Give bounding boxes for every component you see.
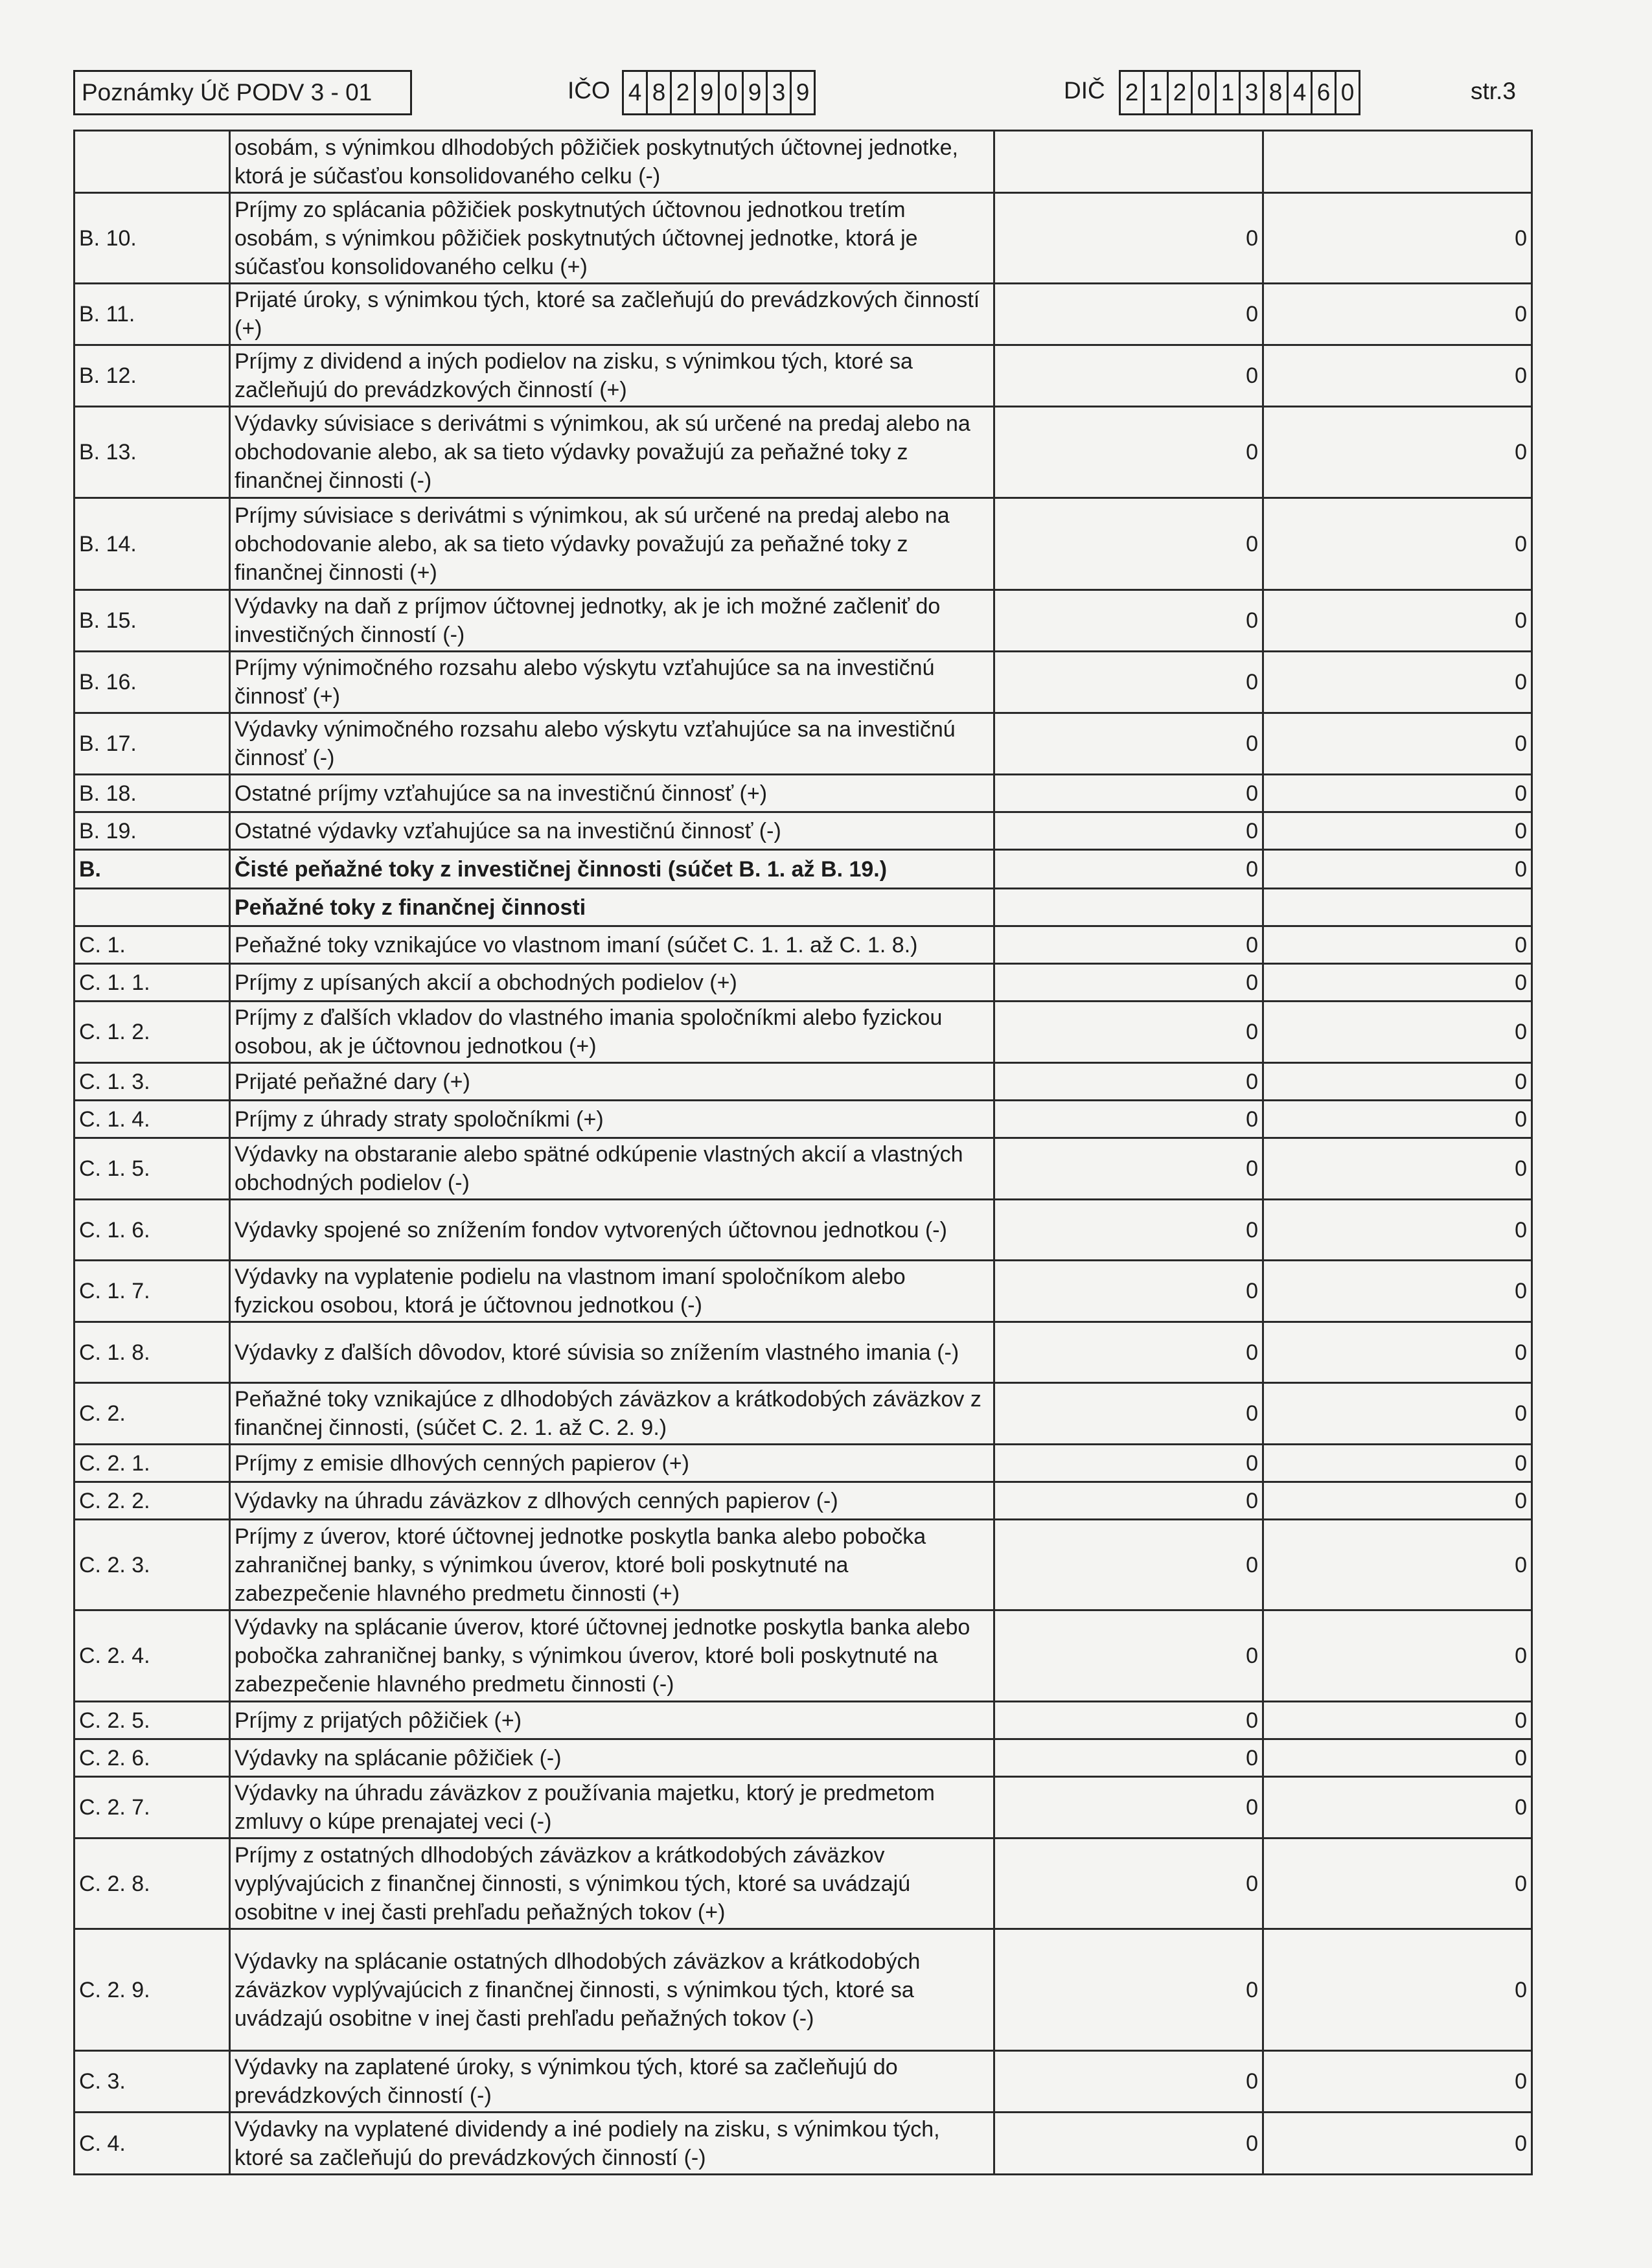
table-row bbox=[75, 964, 1532, 1002]
table-row bbox=[75, 284, 1532, 345]
table-row bbox=[75, 498, 1532, 590]
row-description: Výdavky na vyplatené dividendy a iné podiely na zisku, s výnimkou tých, ktoré sa začleňujú do prevádzkových činností (-) bbox=[230, 2113, 994, 2175]
row-description: Čisté peňažné toky z investičnej činnosti (súčet B. 1. až B. 19.) bbox=[230, 850, 994, 889]
row-value-previous: 0 bbox=[1263, 1063, 1532, 1101]
row-code: B. 17. bbox=[75, 713, 230, 775]
row-description: Peňažné toky vznikajúce vo vlastnom imaní (súčet C. 1. 1. až C. 1. 8.) bbox=[230, 926, 994, 964]
row-description: Výdavky spojené so znížením fondov vytvorených účtovnou jednotkou (-) bbox=[230, 1200, 994, 1261]
row-description: Prijaté peňažné dary (+) bbox=[230, 1063, 994, 1101]
row-value-current: 0 bbox=[994, 926, 1263, 964]
row-value-current: 0 bbox=[994, 1383, 1263, 1445]
table-row bbox=[75, 713, 1532, 775]
row-description: Výdavky súvisiace s derivátmi s výnimkou, ak sú určené na predaj alebo na obchodovanie alebo, ak sa tieto výdavky považujú za peňažné toky z finančnej činnosti (-) bbox=[230, 407, 994, 498]
row-code: C. 2. 9. bbox=[75, 1929, 230, 2051]
row-description: Príjmy z upísaných akcií a obchodných podielov (+) bbox=[230, 964, 994, 1002]
row-code: C. 2. 4. bbox=[75, 1610, 230, 1702]
table-row bbox=[75, 131, 1532, 193]
row-value-previous: 0 bbox=[1263, 1383, 1532, 1445]
row-description: Výdavky na obstaranie alebo spätné odkúpenie vlastných akcií a vlastných obchodných podielov (-) bbox=[230, 1138, 994, 1200]
row-value-previous: 0 bbox=[1263, 1445, 1532, 1482]
row-code: B. 15. bbox=[75, 590, 230, 652]
table-row bbox=[75, 775, 1532, 812]
table-row bbox=[75, 1929, 1532, 2051]
row-description: Príjmy z emisie dlhových cenných papierov (+) bbox=[230, 1445, 994, 1482]
table-row bbox=[75, 1261, 1532, 1322]
row-description: Výdavky na vyplatenie podielu na vlastnom imaní spoločníkom alebo fyzickou osobou, ktorá je účtovnou jednotkou (-) bbox=[230, 1261, 994, 1322]
table-row bbox=[75, 1138, 1532, 1200]
row-value-previous: 0 bbox=[1263, 1929, 1532, 2051]
row-value-previous: 0 bbox=[1263, 1322, 1532, 1383]
ico-digit: 2 bbox=[670, 70, 696, 115]
row-value-current: 0 bbox=[994, 590, 1263, 652]
row-value-previous: 0 bbox=[1263, 850, 1532, 889]
row-value-previous: 0 bbox=[1263, 1610, 1532, 1702]
row-description: Výdavky na splácanie pôžičiek (-) bbox=[230, 1739, 994, 1777]
row-value-current: 0 bbox=[994, 193, 1263, 284]
row-description: Výdavky na úhradu záväzkov z používania majetku, ktorý je predmetom zmluvy o kúpe prenajatej veci (-) bbox=[230, 1777, 994, 1838]
table-row bbox=[75, 345, 1532, 407]
ico-digit: 4 bbox=[622, 70, 648, 115]
row-description: Výdavky z ďalších dôvodov, ktoré súvisia so znížením vlastného imania (-) bbox=[230, 1322, 994, 1383]
row-description: Prijaté úroky, s výnimkou tých, ktoré sa začleňujú do prevádzkových činností (+) bbox=[230, 284, 994, 345]
table-row bbox=[75, 850, 1532, 889]
row-value-current: 0 bbox=[994, 498, 1263, 590]
row-code: B. 19. bbox=[75, 812, 230, 850]
row-value-current: 0 bbox=[994, 1482, 1263, 1520]
ico-label: IČO bbox=[568, 77, 610, 104]
row-description: osobám, s výnimkou dlhodobých pôžičiek poskytnutých účtovnej jednotke, ktorá je súčasťou konsolidovaného celku (-) bbox=[230, 131, 994, 193]
table-row bbox=[75, 926, 1532, 964]
row-code: C. 4. bbox=[75, 2113, 230, 2175]
row-value-current: 0 bbox=[994, 1777, 1263, 1838]
row-code: C. 1. 3. bbox=[75, 1063, 230, 1101]
table-row bbox=[75, 1200, 1532, 1261]
row-code: C. 2. 8. bbox=[75, 1838, 230, 1929]
row-value-current: 0 bbox=[994, 850, 1263, 889]
table-row bbox=[75, 1002, 1532, 1063]
row-value-current bbox=[994, 131, 1263, 193]
table-row bbox=[75, 2051, 1532, 2113]
dic-digit: 0 bbox=[1335, 70, 1360, 115]
row-value-previous: 0 bbox=[1263, 964, 1532, 1002]
row-value-previous: 0 bbox=[1263, 2113, 1532, 2175]
row-value-current: 0 bbox=[994, 1261, 1263, 1322]
dic-digit: 2 bbox=[1119, 70, 1145, 115]
row-description: Príjmy z dividend a iných podielov na zisku, s výnimkou tých, ktoré sa začleňujú do prevádzkových činností (+) bbox=[230, 345, 994, 407]
dic-digit: 1 bbox=[1215, 70, 1241, 115]
row-value-previous: 0 bbox=[1263, 812, 1532, 850]
table-row bbox=[75, 590, 1532, 652]
dic-digit: 3 bbox=[1239, 70, 1265, 115]
row-value-current bbox=[994, 889, 1263, 926]
ico-digit: 9 bbox=[790, 70, 816, 115]
row-value-current: 0 bbox=[994, 812, 1263, 850]
row-value-current: 0 bbox=[994, 407, 1263, 498]
row-value-previous: 0 bbox=[1263, 1702, 1532, 1739]
row-value-current: 0 bbox=[994, 1838, 1263, 1929]
table-row bbox=[75, 1610, 1532, 1702]
row-value-previous: 0 bbox=[1263, 1200, 1532, 1261]
row-value-previous: 0 bbox=[1263, 1482, 1532, 1520]
dic-digit: 6 bbox=[1311, 70, 1337, 115]
row-value-current: 0 bbox=[994, 345, 1263, 407]
ico-digit: 9 bbox=[742, 70, 768, 115]
dic-digit: 1 bbox=[1143, 70, 1169, 115]
row-value-current: 0 bbox=[994, 2113, 1263, 2175]
row-description: Peňažné toky vznikajúce z dlhodobých záväzkov a krátkodobých záväzkov z finančnej činnosti, (súčet C. 2. 1. až C. 2. 9.) bbox=[230, 1383, 994, 1445]
row-value-current: 0 bbox=[994, 652, 1263, 713]
table-row bbox=[75, 1739, 1532, 1777]
row-code bbox=[75, 131, 230, 193]
row-value-current: 0 bbox=[994, 1138, 1263, 1200]
row-description: Príjmy z úverov, ktoré účtovnej jednotke poskytla banka alebo pobočka zahraničnej banky, s výnimkou úverov, ktoré boli poskytnuté na zabezpečenie hlavného predmetu činnosti (+) bbox=[230, 1520, 994, 1610]
row-code: B. 16. bbox=[75, 652, 230, 713]
row-code: C. 2. 5. bbox=[75, 1702, 230, 1739]
row-value-previous: 0 bbox=[1263, 1101, 1532, 1138]
table-row bbox=[75, 1777, 1532, 1838]
row-value-current: 0 bbox=[994, 1101, 1263, 1138]
row-code: B. bbox=[75, 850, 230, 889]
ico-digit: 3 bbox=[766, 70, 792, 115]
row-description: Príjmy z ďalších vkladov do vlastného imania spoločníkmi alebo fyzickou osobou, ak je účtovnou jednotkou (+) bbox=[230, 1002, 994, 1063]
row-value-current: 0 bbox=[994, 1445, 1263, 1482]
row-code: C. 1. 6. bbox=[75, 1200, 230, 1261]
table-row bbox=[75, 1482, 1532, 1520]
row-value-current: 0 bbox=[994, 1063, 1263, 1101]
ico-digit: 0 bbox=[718, 70, 744, 115]
row-value-previous: 0 bbox=[1263, 1739, 1532, 1777]
row-code: B. 11. bbox=[75, 284, 230, 345]
table-row bbox=[75, 407, 1532, 498]
row-value-previous: 0 bbox=[1263, 775, 1532, 812]
row-description: Výdavky na daň z príjmov účtovnej jednotky, ak je ich možné začleniť do investičných činností (-) bbox=[230, 590, 994, 652]
row-description: Príjmy z prijatých pôžičiek (+) bbox=[230, 1702, 994, 1739]
row-value-current: 0 bbox=[994, 1929, 1263, 2051]
table-row bbox=[75, 1445, 1532, 1482]
row-value-current: 0 bbox=[994, 964, 1263, 1002]
dic-digit-boxes bbox=[1121, 70, 1360, 115]
row-value-previous: 0 bbox=[1263, 498, 1532, 590]
row-value-previous: 0 bbox=[1263, 1002, 1532, 1063]
row-value-previous: 0 bbox=[1263, 652, 1532, 713]
row-value-previous: 0 bbox=[1263, 1261, 1532, 1322]
row-value-current: 0 bbox=[994, 1002, 1263, 1063]
dic-digit: 8 bbox=[1263, 70, 1289, 115]
dic-digit: 4 bbox=[1287, 70, 1313, 115]
row-code: C. 2. 3. bbox=[75, 1520, 230, 1610]
row-description: Príjmy výnimočného rozsahu alebo výskytu vzťahujúce sa na investičnú činnosť (+) bbox=[230, 652, 994, 713]
row-value-previous bbox=[1263, 889, 1532, 926]
row-code: C. 2. bbox=[75, 1383, 230, 1445]
row-code: C. 1. 1. bbox=[75, 964, 230, 1002]
table-row bbox=[75, 889, 1532, 926]
row-code: B. 14. bbox=[75, 498, 230, 590]
row-value-current: 0 bbox=[994, 1702, 1263, 1739]
row-value-current: 0 bbox=[994, 1322, 1263, 1383]
row-value-current: 0 bbox=[994, 775, 1263, 812]
row-value-current: 0 bbox=[994, 713, 1263, 775]
row-value-current: 0 bbox=[994, 2051, 1263, 2113]
ico-digit: 9 bbox=[694, 70, 720, 115]
row-value-current: 0 bbox=[994, 1200, 1263, 1261]
row-code: C. 1. bbox=[75, 926, 230, 964]
row-description: Výdavky na úhradu záväzkov z dlhových cenných papierov (-) bbox=[230, 1482, 994, 1520]
ico-digit: 8 bbox=[646, 70, 672, 115]
table-row bbox=[75, 1383, 1532, 1445]
row-code: C. 1. 8. bbox=[75, 1322, 230, 1383]
row-code: C. 1. 2. bbox=[75, 1002, 230, 1063]
row-description: Ostatné výdavky vzťahujúce sa na investičnú činnosť (-) bbox=[230, 812, 994, 850]
row-code: C. 2. 7. bbox=[75, 1777, 230, 1838]
row-code: C. 3. bbox=[75, 2051, 230, 2113]
row-value-previous bbox=[1263, 131, 1532, 193]
table-row bbox=[75, 1101, 1532, 1138]
dic-digit: 2 bbox=[1167, 70, 1193, 115]
page-number: str.3 bbox=[1471, 78, 1516, 104]
row-code: C. 2. 6. bbox=[75, 1739, 230, 1777]
row-description: Príjmy súvisiace s derivátmi s výnimkou, ak sú určené na predaj alebo na obchodovanie alebo, ak sa tieto výdavky považujú za peňažné toky z finančnej činnosti (+) bbox=[230, 498, 994, 590]
row-description: Výdavky na zaplatené úroky, s výnimkou tých, ktoré sa začleňujú do prevádzkových činností (-) bbox=[230, 2051, 994, 2113]
row-description: Príjmy z ostatných dlhodobých záväzkov a krátkodobých záväzkov vyplývajúcich z finančnej činnosti, s výnimkou tých, ktoré sa uvádzajú osobitne v inej časti prehľadu peňažných tokov (+) bbox=[230, 1838, 994, 1929]
table-row bbox=[75, 652, 1532, 713]
row-value-previous: 0 bbox=[1263, 926, 1532, 964]
row-description: Príjmy zo splácania pôžičiek poskytnutých účtovnou jednotkou tretím osobám, s výnimkou pôžičiek poskytnutých účtovnej jednotke, ktorá je súčasťou konsolidovaného celku (+) bbox=[230, 193, 994, 284]
row-code: C. 1. 7. bbox=[75, 1261, 230, 1322]
table-row bbox=[75, 812, 1532, 850]
row-value-previous: 0 bbox=[1263, 345, 1532, 407]
row-description: Výdavky na splácanie úverov, ktoré účtovnej jednotke poskytla banka alebo pobočka zahraničnej banky, s výnimkou úverov, ktoré boli poskytnuté na zabezpečenie hlavného predmetu činnosti (-) bbox=[230, 1610, 994, 1702]
row-value-previous: 0 bbox=[1263, 1520, 1532, 1610]
row-code bbox=[75, 889, 230, 926]
row-description: Ostatné príjmy vzťahujúce sa na investičnú činnosť (+) bbox=[230, 775, 994, 812]
table-row bbox=[75, 1063, 1532, 1101]
row-value-current: 0 bbox=[994, 1520, 1263, 1610]
table-row bbox=[75, 193, 1532, 284]
row-code: C. 1. 4. bbox=[75, 1101, 230, 1138]
row-value-previous: 0 bbox=[1263, 1838, 1532, 1929]
row-value-previous: 0 bbox=[1263, 2051, 1532, 2113]
table-row bbox=[75, 1322, 1532, 1383]
dic-digit: 0 bbox=[1191, 70, 1217, 115]
row-description: Výdavky výnimočného rozsahu alebo výskytu vzťahujúce sa na investičnú činnosť (-) bbox=[230, 713, 994, 775]
row-value-previous: 0 bbox=[1263, 284, 1532, 345]
row-code: B. 12. bbox=[75, 345, 230, 407]
row-code: C. 2. 2. bbox=[75, 1482, 230, 1520]
row-description: Výdavky na splácanie ostatných dlhodobých záväzkov a krátkodobých záväzkov vyplývajúcich z finančnej činnosti, s výnimkou tých, ktoré sa uvádzajú osobitne v inej časti prehľadu peňažných tokov (-) bbox=[230, 1929, 994, 2051]
row-code: B. 10. bbox=[75, 193, 230, 284]
table-row bbox=[75, 2113, 1532, 2175]
row-value-previous: 0 bbox=[1263, 713, 1532, 775]
table-row bbox=[75, 1838, 1532, 1929]
row-value-previous: 0 bbox=[1263, 407, 1532, 498]
row-value-current: 0 bbox=[994, 1610, 1263, 1702]
dic-label: DIČ bbox=[1064, 77, 1105, 104]
row-value-previous: 0 bbox=[1263, 590, 1532, 652]
row-value-current: 0 bbox=[994, 284, 1263, 345]
row-code: B. 18. bbox=[75, 775, 230, 812]
form-label: Poznámky Úč PODV 3 - 01 bbox=[73, 70, 412, 115]
row-code: C. 2. 1. bbox=[75, 1445, 230, 1482]
row-code: C. 1. 5. bbox=[75, 1138, 230, 1200]
row-value-previous: 0 bbox=[1263, 193, 1532, 284]
row-value-previous: 0 bbox=[1263, 1138, 1532, 1200]
row-value-current: 0 bbox=[994, 1739, 1263, 1777]
ico-digit-boxes bbox=[624, 70, 816, 115]
row-description: Príjmy z úhrady straty spoločníkmi (+) bbox=[230, 1101, 994, 1138]
row-description: Peňažné toky z finančnej činnosti bbox=[230, 889, 994, 926]
row-code: B. 13. bbox=[75, 407, 230, 498]
cash-flow-table bbox=[73, 130, 1531, 2175]
table-row bbox=[75, 1520, 1532, 1610]
row-value-previous: 0 bbox=[1263, 1777, 1532, 1838]
table-row bbox=[75, 1702, 1532, 1739]
